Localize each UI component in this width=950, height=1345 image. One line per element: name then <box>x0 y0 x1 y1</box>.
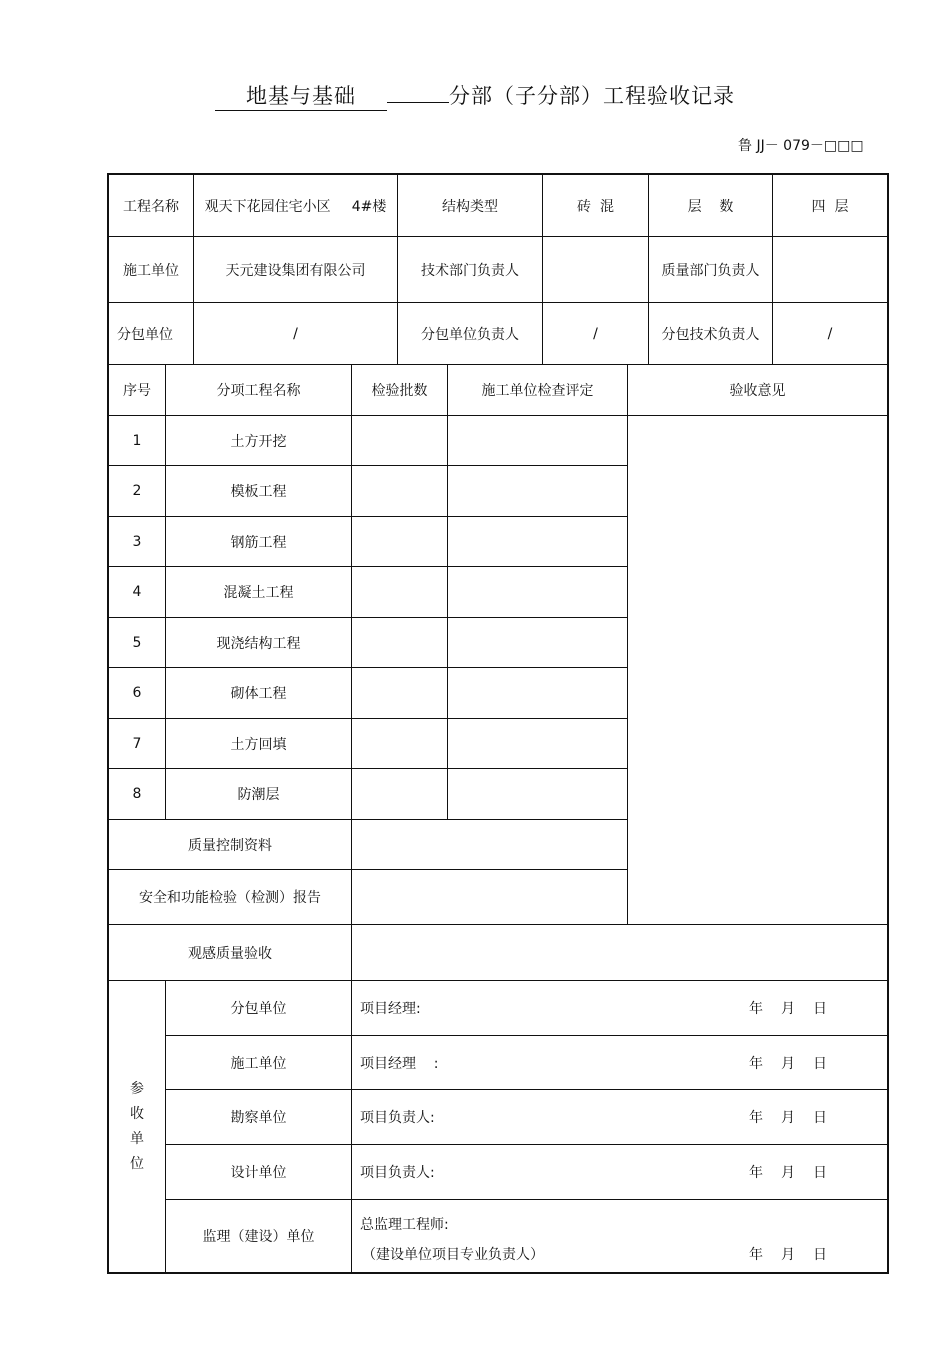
item-name: 模板工程 <box>166 466 352 517</box>
participant-date: 年 月 日 <box>749 1165 827 1181</box>
participant-sign <box>352 1145 887 1200</box>
item-batches <box>352 668 448 719</box>
item-eval <box>448 567 628 618</box>
item-eval <box>448 416 628 466</box>
item-name: 土方开挖 <box>166 416 352 466</box>
item-no: 4 <box>109 567 166 618</box>
supervisor-unit: 监理（建设）单位 <box>166 1200 352 1272</box>
item-name: 土方回填 <box>166 719 352 769</box>
building-no: 4#楼 <box>351 198 387 215</box>
participant-unit: 施工单位 <box>166 1036 352 1090</box>
item-batches <box>352 618 448 668</box>
supervisor-role: 总监理工程师: <box>360 1217 449 1233</box>
acceptance-opinion <box>628 416 887 925</box>
participant-date: 年 月 日 <box>749 1055 827 1072</box>
sub-head-value: / <box>543 303 649 365</box>
header-no: 序号 <box>109 365 166 416</box>
project-name-label: 工程名称 <box>109 175 194 237</box>
safety-label: 安全和功能检验（检测）报告 <box>109 870 352 925</box>
header-opinion: 验收意见 <box>628 365 887 416</box>
participant-sign <box>352 1090 887 1145</box>
contractor-label: 施工单位 <box>109 237 194 303</box>
participant-sign <box>352 1036 887 1090</box>
project-name: 观天下花园住宅小区 <box>204 198 331 215</box>
participant-unit: 设计单位 <box>166 1145 352 1200</box>
sub-tech-value: / <box>773 303 887 365</box>
supervisor-role-note: （建设单位项目专业负责人） <box>362 1247 544 1263</box>
item-no: 5 <box>109 618 166 668</box>
participant-unit: 分包单位 <box>166 981 352 1036</box>
participant-role: 项目经理 : <box>360 1055 439 1072</box>
participant-sign <box>352 981 887 1036</box>
header-contractor-eval: 施工单位检查评定 <box>448 365 628 416</box>
floors-label: 层 数 <box>649 175 773 237</box>
participant-role: 项目负责人: <box>360 1110 435 1126</box>
quality-head-value <box>773 237 887 303</box>
participant-role: 项目负责人: <box>360 1165 435 1181</box>
title-subject: 地基与基础 <box>215 80 387 111</box>
item-no: 7 <box>109 719 166 769</box>
header-batches: 检验批数 <box>352 365 448 416</box>
sub-label: 分包单位 <box>109 303 194 365</box>
item-eval <box>448 769 628 820</box>
safety-value <box>352 870 628 925</box>
item-no: 3 <box>109 517 166 567</box>
item-batches <box>352 466 448 517</box>
quality-docs-value <box>352 820 628 870</box>
item-no: 8 <box>109 769 166 820</box>
sub-head-label: 分包单位负责人 <box>398 303 543 365</box>
item-batches <box>352 517 448 567</box>
item-eval <box>448 719 628 769</box>
item-name: 防潮层 <box>166 769 352 820</box>
appearance-value <box>352 925 887 981</box>
tech-head-value <box>543 237 649 303</box>
quality-docs-label: 质量控制资料 <box>109 820 352 870</box>
item-no: 1 <box>109 416 166 466</box>
floors-value: 四 层 <box>773 175 887 237</box>
acceptance-form <box>107 173 889 1274</box>
form-code: 鲁 JJ－ 079－□□□ <box>738 138 864 154</box>
participant-unit: 勘察单位 <box>166 1090 352 1145</box>
sub-tech-label: 分包技术负责人 <box>649 303 773 365</box>
appearance-label: 观感质量验收 <box>109 925 352 981</box>
item-eval <box>448 668 628 719</box>
quality-head-label: 质量部门负责人 <box>649 237 773 303</box>
structure-value: 砖 混 <box>543 175 649 237</box>
item-name: 现浇结构工程 <box>166 618 352 668</box>
contractor-value: 天元建设集团有限公司 <box>194 237 398 303</box>
document-title <box>0 80 950 111</box>
item-no: 2 <box>109 466 166 517</box>
item-name: 砌体工程 <box>166 668 352 719</box>
project-name-value <box>194 175 398 237</box>
participants-label: 参 收 单 位 <box>109 981 166 1272</box>
item-batches <box>352 567 448 618</box>
item-eval <box>448 466 628 517</box>
title-blank <box>387 102 449 103</box>
item-batches <box>352 769 448 820</box>
item-eval <box>448 517 628 567</box>
participant-date: 年 月 日 <box>749 1001 827 1017</box>
item-eval <box>448 618 628 668</box>
header-item-name: 分项工程名称 <box>166 365 352 416</box>
structure-label: 结构类型 <box>398 175 543 237</box>
item-name: 混凝土工程 <box>166 567 352 618</box>
participant-role: 项目经理: <box>360 1001 421 1017</box>
tech-head-label: 技术部门负责人 <box>398 237 543 303</box>
item-name: 钢筋工程 <box>166 517 352 567</box>
title-suffix: 分部（子分部）工程验收记录 <box>449 84 735 108</box>
supervisor-date: 年 月 日 <box>749 1247 827 1263</box>
item-batches <box>352 719 448 769</box>
supervisor-sign <box>352 1200 887 1272</box>
item-batches <box>352 416 448 466</box>
sub-value: / <box>194 303 398 365</box>
item-no: 6 <box>109 668 166 719</box>
participant-date: 年 月 日 <box>749 1110 827 1126</box>
